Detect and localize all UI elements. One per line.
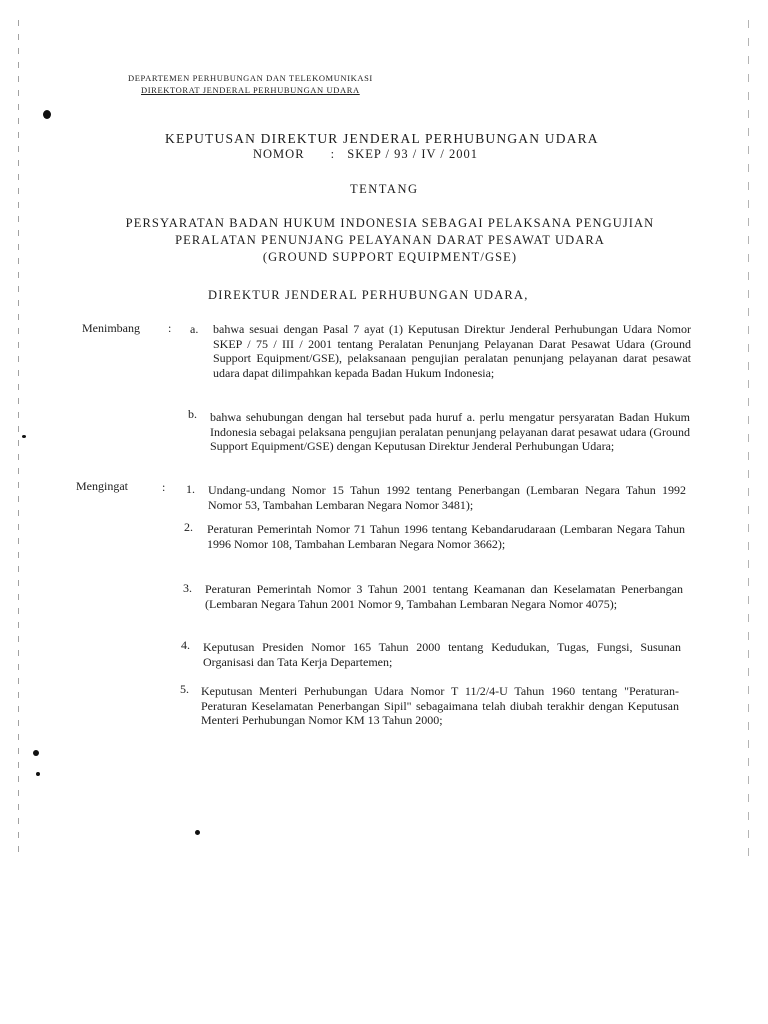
mengingat-label: Mengingat: [76, 479, 128, 493]
number-value: SKEP / 93 / IV / 2001: [347, 147, 479, 161]
scan-speck: [43, 110, 51, 119]
scan-speck: [36, 772, 40, 776]
mengingat-item-marker: 1.: [186, 482, 195, 496]
mengingat-item-text: Peraturan Pemerintah Nomor 3 Tahun 2001 tentang Keamanan dan Keselamatan Penerbangan (Lembaran Negara Tahun 2001 Nomor 9, Tambahan Lembaran Negara Nomor 4075);: [205, 582, 683, 611]
mengingat-item-marker: 4.: [181, 638, 190, 652]
subject-line-2: PERALATAN PENUNJANG PELAYANAN DARAT PESAWAT UDARA: [175, 233, 605, 247]
decree-number: [253, 147, 478, 162]
menimbang-item-text: bahwa sehubungan dengan hal tersebut pada huruf a. perlu mengatur persyaratan Badan Hukum Indonesia sebagai pelaksana pengujian peralatan penunjang pelayanan darat pesawat udara (Ground Support Equipment/GSE) dengan Keputusan Direktur Jenderal Perhubungan Udara;: [210, 410, 690, 453]
mengingat-item-text: Peraturan Pemerintah Nomor 71 Tahun 1996 tentang Kebandarudaraan (Lembaran Negara Tahun 1996 Nomor 108, Tambahan Lembaran Negara Nomor 3662);: [207, 522, 685, 551]
menimbang-item-marker: b.: [188, 407, 197, 421]
scan-speck: [22, 435, 26, 438]
menimbang-colon: :: [168, 321, 172, 335]
mengingat-item-text: Keputusan Menteri Perhubungan Udara Nomor T 11/2/4-U Tahun 1960 tentang "Peraturan-Peraturan Keselamatan Penerbangan Sipil" sebagaimana telah diubah terakhir dengan Keputusan Menteri Perhubungan Nomor KM 13 Tahun 2000;: [201, 684, 679, 727]
menimbang-item-text: bahwa sesuai dengan Pasal 7 ayat (1) Keputusan Direktur Jenderal Perhubungan Udara Nomor SKEP / 75 / III / 2001 tentang Peralatan Penunjang Pelayanan Darat Pesawat Udara (Ground Support Equipment/GSE), pelaksanaan pengujian peralatan penunjang pelayanan darat pesawat udara dapat dilimpahkan kepada Badan Hukum Indonesia;: [213, 322, 691, 380]
scan-edge-right: [748, 20, 749, 860]
menimbang-label: Menimbang: [82, 321, 140, 335]
scan-edge-left: [18, 20, 19, 860]
mengingat-item-marker: 5.: [180, 682, 189, 696]
mengingat-item-text: Keputusan Presiden Nomor 165 Tahun 2000 tentang Kedudukan, Tugas, Fungsi, Susunan Organisasi dan Tata Kerja Departemen;: [203, 640, 681, 669]
scan-speck: [195, 830, 200, 835]
tentang-heading: TENTANG: [350, 182, 419, 196]
mengingat-item-marker: 2.: [184, 520, 193, 534]
mengingat-colon: :: [162, 480, 166, 494]
directorate-name: DIREKTORAT JENDERAL PERHUBUNGAN UDARA: [141, 85, 360, 95]
mengingat-item-text: Undang-undang Nomor 15 Tahun 1992 tentang Penerbangan (Lembaran Negara Tahun 1992 Nomor 53, Tambahan Lembaran Negara Nomor 3481);: [208, 483, 686, 512]
number-label: NOMOR: [253, 147, 305, 161]
subject-line-1: PERSYARATAN BADAN HUKUM INDONESIA SEBAGAI PELAKSANA PENGUJIAN: [125, 216, 655, 230]
letterhead: [128, 72, 373, 96]
scan-speck: [33, 750, 39, 756]
number-colon: :: [330, 147, 336, 161]
menimbang-item-marker: a.: [190, 322, 199, 336]
department-name: DEPARTEMEN PERHUBUNGAN DAN TELEKOMUNIKASI: [128, 73, 373, 83]
decree-subject: [80, 215, 700, 266]
decree-title: KEPUTUSAN DIREKTUR JENDERAL PERHUBUNGAN UDARA: [165, 131, 599, 146]
subject-line-3: (GROUND SUPPORT EQUIPMENT/GSE): [262, 250, 518, 264]
issuer-heading: DIREKTUR JENDERAL PERHUBUNGAN UDARA,: [208, 288, 529, 302]
mengingat-item-marker: 3.: [183, 581, 192, 595]
